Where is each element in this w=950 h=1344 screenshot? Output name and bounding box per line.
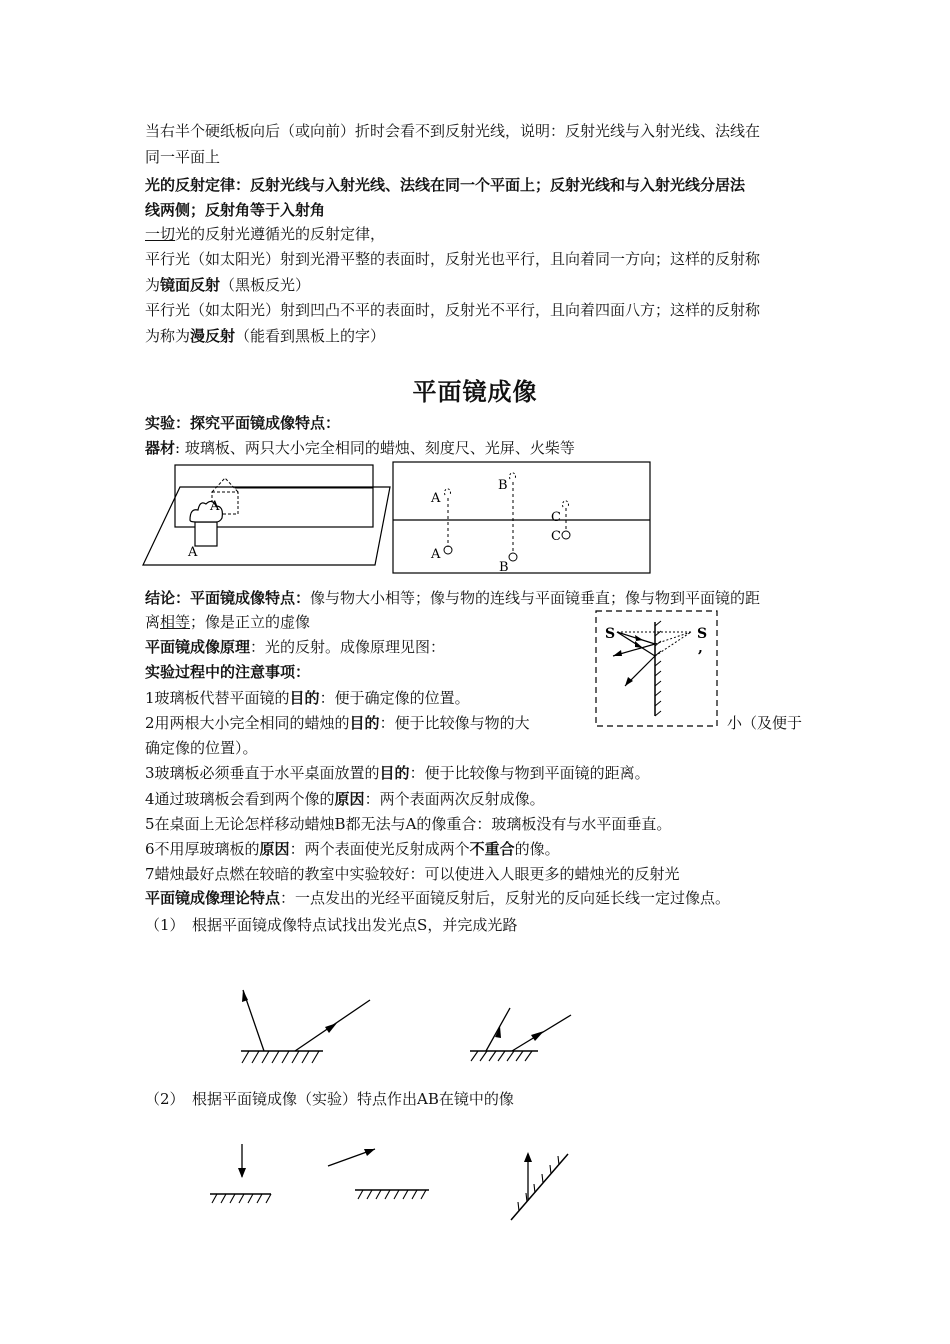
mirror-pre: 为: [145, 276, 161, 294]
top-label-A-object: A: [431, 547, 441, 562]
note-3-a: 3玻璃板必须垂直于水平桌面放置的: [145, 764, 380, 782]
top-label-C-object: C: [551, 529, 561, 544]
conclusion-text: 像与物大小相等；像与物的连线与平面镜垂直；像与物到平面镜的距: [310, 589, 761, 607]
equipment-line: [145, 435, 575, 461]
equipment-text: : 玻璃板、两只大小完全相同的蜡烛、刻度尺、光屏、火柴等: [175, 439, 575, 457]
note-6-not-coincide: 不重合: [469, 840, 515, 858]
label-S: S: [605, 626, 616, 642]
note-1-a: 1玻璃板代替平面镜的: [145, 689, 290, 707]
label-S-prime: S: [697, 626, 708, 642]
note-6-c: ：两个表面使光反射成两个: [289, 840, 470, 858]
top-label-C-image: C: [551, 510, 561, 525]
principle-line: [145, 634, 445, 660]
label-A-object: A: [188, 545, 198, 560]
diffuse-post: （能看到黑板上的字）: [235, 327, 386, 345]
law-of-reflection-2: 线两侧；反射角等于入射角: [145, 201, 326, 219]
all-underlined: 一切: [145, 225, 176, 243]
mirror-term: 镜面反射: [160, 276, 221, 294]
exercise-2-figure-b: [325, 1145, 435, 1205]
note-4-c: ：两个表面两次反射成像。: [364, 790, 545, 808]
para-folding-1: 当右半个硬纸板向后（或向前）折时会看不到反射光线，说明：反射光线与入射光线、法线在: [145, 122, 761, 140]
note-2-c: ：便于比较像与物的大: [379, 714, 530, 732]
exercise-1-figure-a: [235, 985, 380, 1070]
note-3-purpose: 目的: [379, 764, 410, 782]
principle-diagram: [595, 610, 720, 730]
experiment-heading: 实验：探究平面镜成像特点：: [145, 414, 341, 432]
all-rest: 光的反射光遵循光的反射定律，: [175, 225, 386, 243]
top-label-B-object: B: [499, 560, 509, 575]
note-6-reason: 原因: [259, 840, 290, 858]
theory-line: [145, 885, 730, 911]
conclusion-2c: ；像是正立的虚像: [190, 613, 311, 631]
theory-label: 平面镜成像理论特点: [145, 889, 281, 907]
diffuse-term: 漫反射: [190, 327, 236, 345]
note-2: [145, 710, 530, 736]
theory-text: ：一点发出的光经平面镜反射后，反射光的反向延长线一定过像点。: [280, 889, 731, 907]
label-S-prime-mark: ,: [698, 640, 703, 656]
para-mirror-1: 平行光（如太阳光）射到光滑平整的表面时，反射光也平行，且向着同一方向；这样的反射称: [145, 250, 761, 268]
note-6: [145, 836, 560, 862]
conclusion-1: [145, 585, 760, 611]
conclusion-equal: 相等: [160, 613, 191, 631]
para-diffuse-2: [145, 323, 385, 349]
para-all-light: [145, 221, 385, 247]
note-6-e: 的像。: [514, 840, 560, 858]
note-4-reason: 原因: [334, 790, 365, 808]
note-3-c: ：便于比较像与物到平面镜的距离。: [409, 764, 650, 782]
exercise-2: （2） 根据平面镜成像（实验）特点作出AB在镜中的像: [145, 1090, 514, 1108]
note-2-cont: 确定像的位置）。: [145, 739, 258, 757]
note-4: [145, 786, 545, 812]
label-A-image: A: [210, 499, 220, 514]
experiment-figure-top: [393, 462, 651, 574]
note-7: 7蜡烛最好点燃在较暗的教室中实验较好：可以使进入人眼更多的蜡烛光的反射光: [145, 865, 680, 883]
note-2-purpose: 目的: [349, 714, 380, 732]
law-of-reflection-1: 光的反射定律：反射光线与入射光线、法线在同一个平面上；反射光线和与入射光线分居法: [145, 176, 746, 194]
note-2-a: 2用两根大小完全相同的蜡烛的: [145, 714, 350, 732]
para-diffuse-1: 平行光（如太阳光）射到凹凸不平的表面时，反射光不平行，且向着四面八方；这样的反射称: [145, 301, 761, 319]
principle-label: 平面镜成像原理: [145, 638, 251, 656]
notes-heading: 实验过程中的注意事项：: [145, 663, 311, 681]
experiment-figure-3d: [140, 460, 400, 570]
exercise-2-figure-c: [505, 1148, 575, 1226]
para-mirror-2: [145, 272, 310, 298]
section-title: 平面镜成像: [412, 377, 538, 406]
para-folding-2: 同一平面上: [145, 148, 221, 166]
top-label-B-image: B: [498, 478, 508, 493]
note-1-purpose: 目的: [289, 689, 320, 707]
conclusion-label: 结论：平面镜成像特点：: [145, 589, 311, 607]
note-1-c: ：便于确定像的位置。: [319, 689, 470, 707]
note-5: 5在桌面上无论怎样移动蜡烛B都无法与A的像重合：玻璃板没有与水平面垂直。: [145, 815, 672, 833]
principle-text: ：光的反射。成像原理见图：: [250, 638, 446, 656]
exercise-1: （1） 根据平面镜成像特点试找出发光点S，并完成光路: [145, 916, 518, 934]
conclusion-2: [145, 609, 310, 635]
equipment-label: 器材: [145, 439, 176, 457]
exercise-1-figure-b: [468, 1005, 578, 1065]
exercise-2-figure-a: [205, 1140, 277, 1210]
conclusion-2a: 离: [145, 613, 161, 631]
note-2-tail: 小（及便于: [727, 714, 803, 732]
diffuse-pre: 为称为: [145, 327, 191, 345]
note-6-a: 6不用厚玻璃板的: [145, 840, 260, 858]
note-4-a: 4通过玻璃板会看到两个像的: [145, 790, 335, 808]
top-label-A-image: A: [431, 491, 441, 506]
note-1: [145, 685, 470, 711]
mirror-post: （黑板反光）: [220, 276, 311, 294]
note-3: [145, 760, 650, 786]
